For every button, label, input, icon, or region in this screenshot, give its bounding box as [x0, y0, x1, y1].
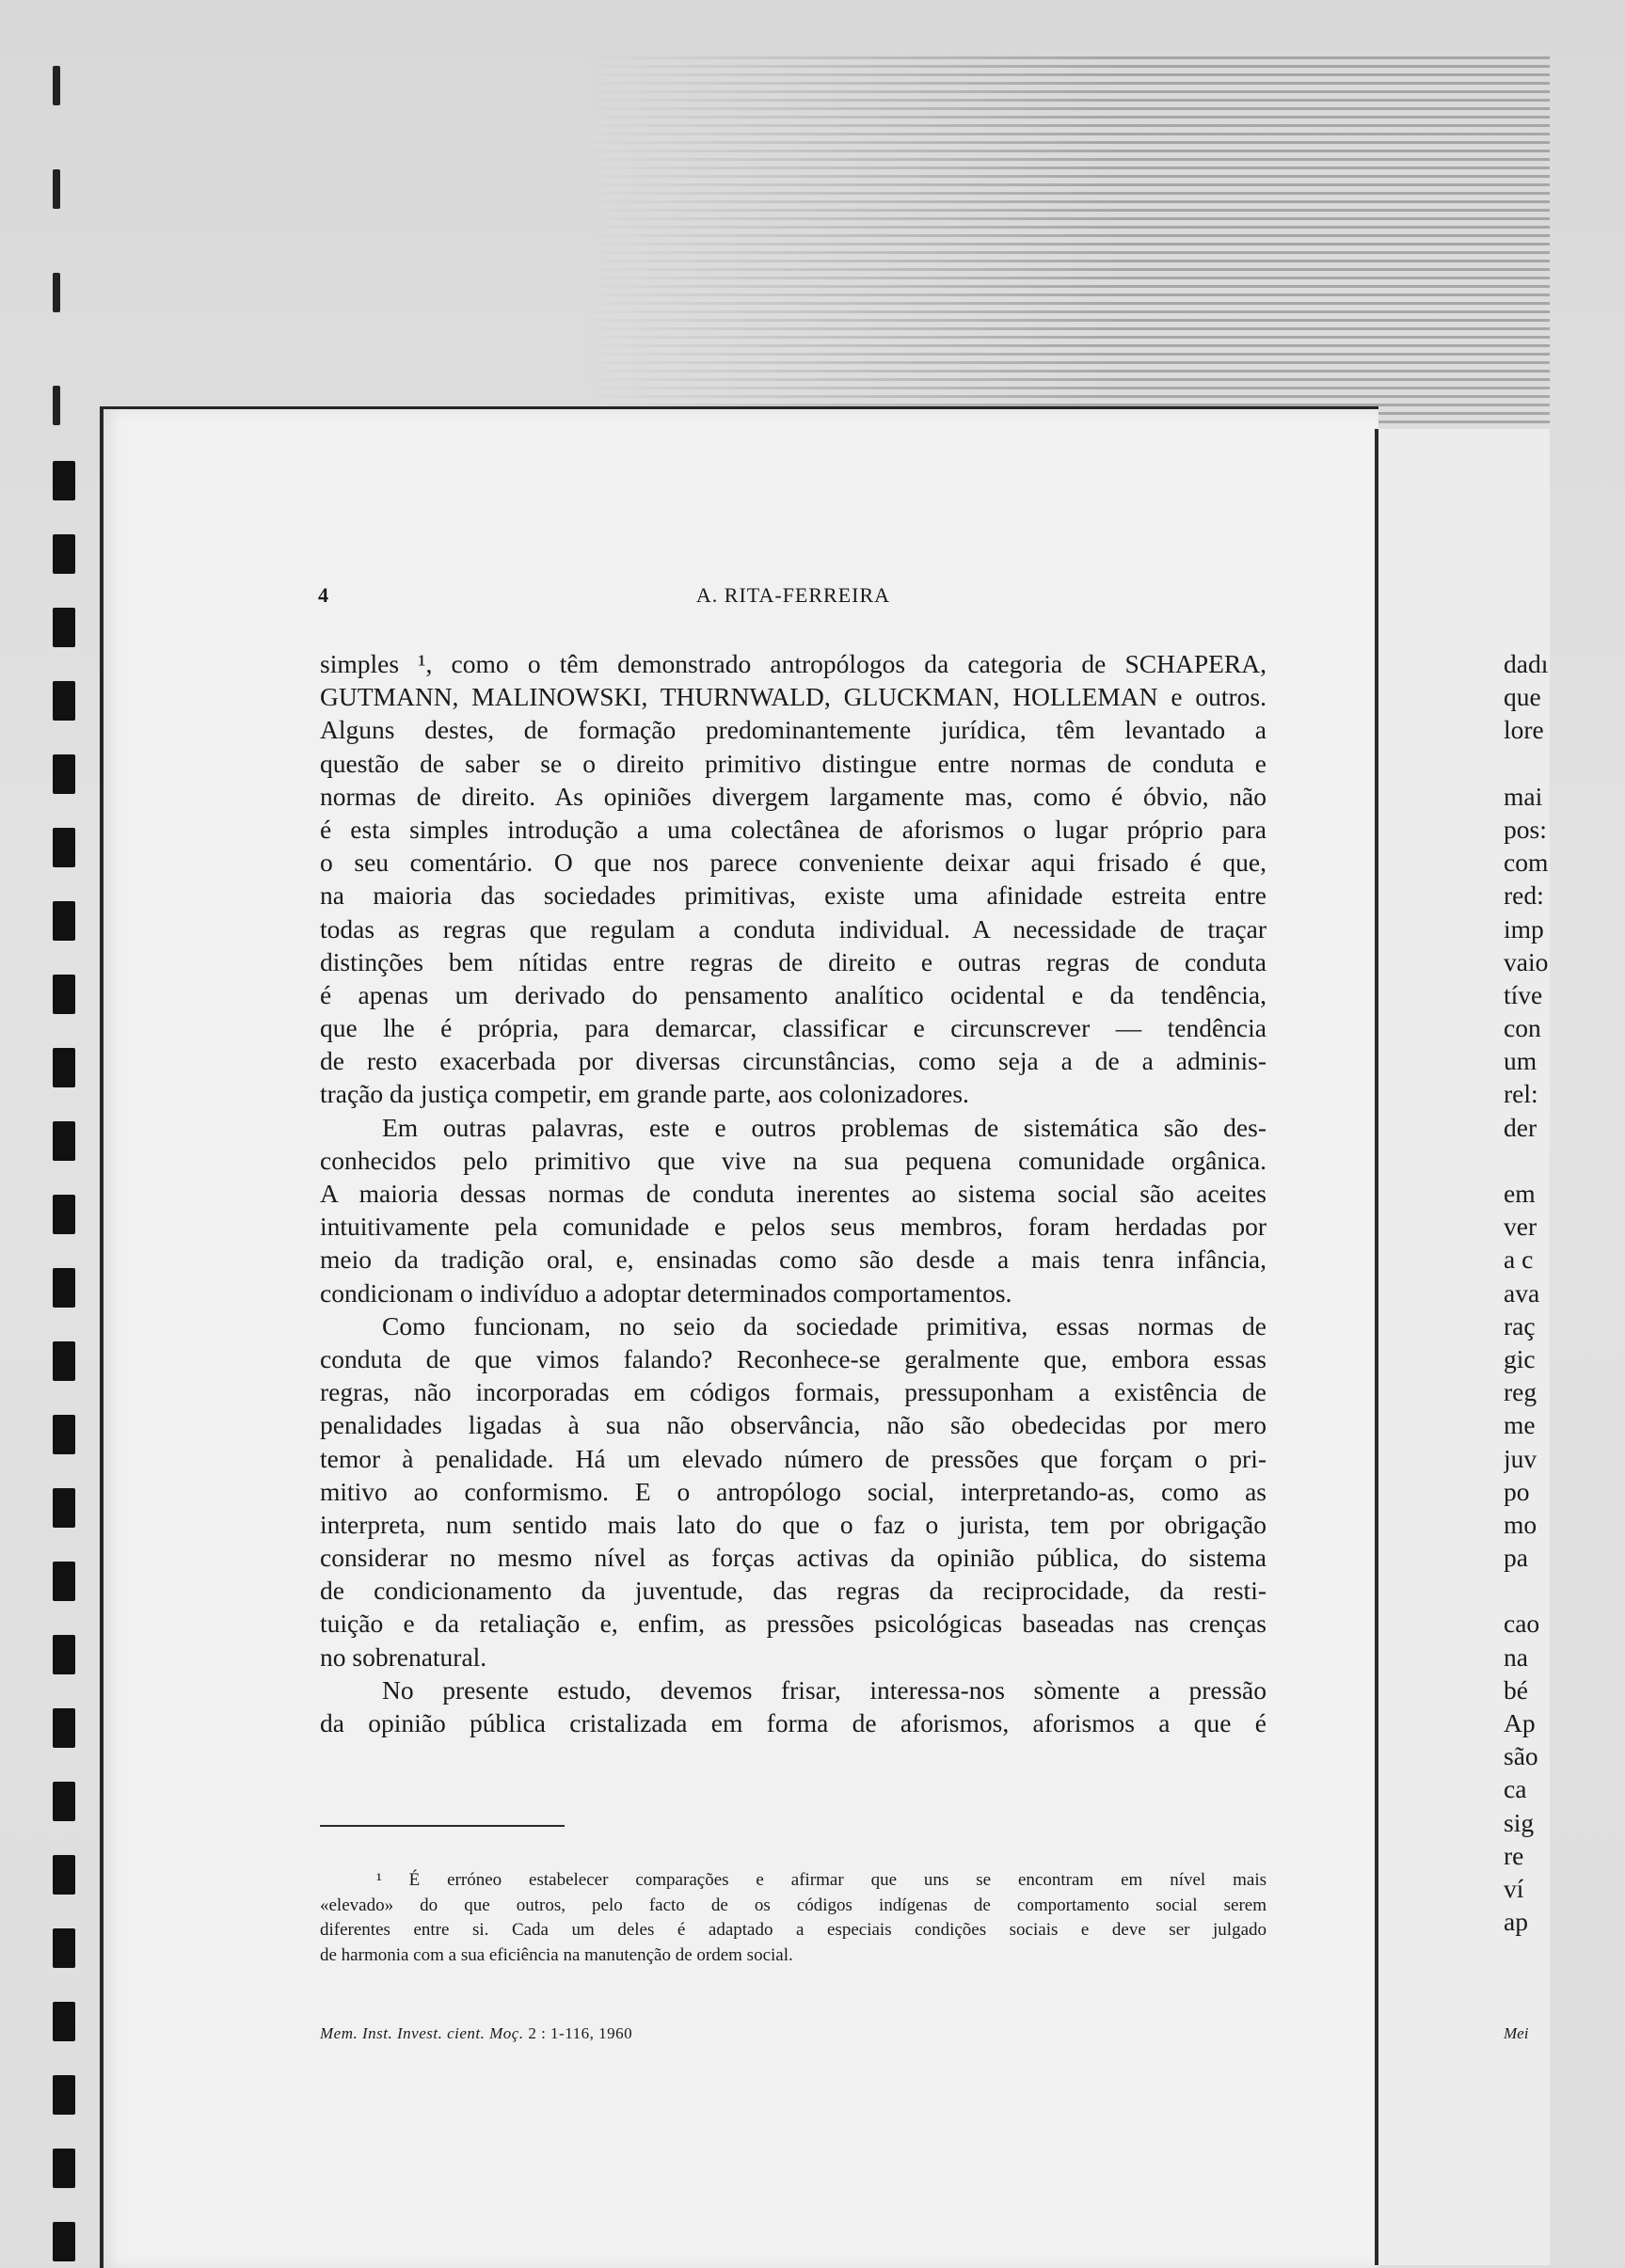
binding-ring [53, 1341, 75, 1381]
body-line: meio da tradição oral, e, ensinadas como são desde a mais tenra infância, [320, 1245, 1267, 1275]
body-line: penalidades ligadas à sua não observância, não são obedecidas por mero [320, 1410, 1267, 1440]
journal-reference [320, 2024, 632, 2043]
next-page-fragment: raç [1504, 1310, 1536, 1340]
body-line: no sobrenatural. [320, 1642, 487, 1672]
body-line: é apenas um derivado do pensamento analítico ocidental e da tendência, [320, 979, 1267, 1009]
body-line: temor à penalidade. Há um elevado número de pressões que forçam o pri- [320, 1443, 1267, 1473]
binding-ring [53, 386, 60, 425]
next-page-fragment: que [1504, 682, 1541, 712]
next-page-fragment: der [1504, 1112, 1537, 1142]
binding-ring [53, 901, 75, 941]
binding-ring [53, 169, 60, 209]
binding-ring [53, 1268, 75, 1308]
body-line: distinções bem nítidas entre regras de direito e outras regras de conduta [320, 946, 1267, 976]
binding-ring [53, 1782, 75, 1821]
next-page-fragment: imp [1504, 913, 1544, 944]
binding-ring [53, 1121, 75, 1161]
body-line: A maioria dessas normas de conduta inerentes ao sistema social são aceites [320, 1179, 1267, 1208]
next-page-fragment: juv [1504, 1443, 1537, 1473]
next-page-fragment: po [1504, 1476, 1530, 1506]
binding-ring [53, 1195, 75, 1234]
binding-ring [53, 681, 75, 721]
binding-ring [53, 534, 75, 574]
next-page-fragment: a c [1504, 1245, 1534, 1275]
footnote-divider [320, 1825, 565, 1827]
body-line: interpreta, num sentido mais lato do que o faz o jurista, tem por obrigação [320, 1509, 1267, 1539]
body-line: Como funcionam, no seio da sociedade primitiva, essas normas de [382, 1310, 1267, 1340]
body-line: considerar no mesmo nível as forças activas da opinião pública, do sistema [320, 1543, 1267, 1573]
binding-ring [53, 1048, 75, 1087]
page-number: 4 [318, 583, 329, 607]
running-title: A. RITA-FERREIRA [695, 583, 891, 607]
body-line: tração da justiça competir, em grande parte, aos colonizadores. [320, 1079, 969, 1109]
body-line: da opinião pública cristalizada em forma de aforismos, aforismos a que é [320, 1708, 1267, 1737]
next-page-fragment: vaio [1504, 946, 1549, 976]
next-page-fragment: ap [1504, 1907, 1528, 1937]
next-page-fragment [1504, 747, 1551, 780]
binding-ring [53, 66, 60, 105]
next-page-fragment: ava [1504, 1277, 1540, 1308]
next-page-fragment: re [1504, 1840, 1524, 1870]
page-header [318, 583, 1268, 611]
body-line: simples ¹, como o têm demonstrado antropólogos da categoria de SCHAPERA, [320, 649, 1267, 678]
scan-noise-stripes [583, 56, 1550, 423]
body-line: todas as regras que regulam a conduta individual. A necessidade de traçar [320, 913, 1267, 944]
body-line: Alguns destes, de formação predominantemente jurídica, têm levantado a [320, 715, 1267, 745]
next-page-fragment: mai [1504, 781, 1543, 811]
binding-ring [53, 1928, 75, 1968]
binding-ring [53, 2149, 75, 2188]
body-line: de resto exacerbada por diversas circunstâncias, como seja a de a adminis- [320, 1046, 1267, 1076]
body-line: de condicionamento da juventude, das regras da reciprocidade, da resti- [320, 1576, 1267, 1606]
next-page-fragment: tíve [1504, 979, 1543, 1009]
next-page-fragment: um [1504, 1046, 1537, 1076]
next-page-fragment: reg [1504, 1377, 1537, 1407]
next-page-reference: Mei [1504, 2024, 1529, 2042]
next-page-fragment [1504, 1144, 1551, 1177]
body-line: na maioria das sociedades primitivas, existe uma afinidade estreita entre [320, 880, 1267, 911]
journal-reference-volume: 2 : 1-116, 1960 [528, 2024, 633, 2042]
binding-ring [53, 975, 75, 1014]
next-page-fragment: ca [1504, 1774, 1527, 1804]
next-page-fragment: gic [1504, 1343, 1536, 1373]
binding-ring [53, 1415, 75, 1454]
binding-ring [53, 2222, 75, 2261]
body-line: o seu comentário. O que nos parece conveniente deixar aqui frisado é que, [320, 848, 1267, 878]
spiral-binding [53, 56, 79, 2258]
next-page-fragment: ví [1504, 1873, 1524, 1903]
footnote-line: diferentes entre si. Cada um deles é adaptado a especiais condições sociais e deve ser julgado [320, 1920, 1267, 1940]
body-line: GUTMANN, MALINOWSKI, THURNWALD, GLUCKMAN, HOLLEMAN e outros. [320, 682, 1267, 712]
binding-ring [53, 1488, 75, 1528]
body-line: conhecidos pelo primitivo que vive na sua pequena comunidade orgânica. [320, 1145, 1267, 1175]
next-page-fragment: dadı [1504, 649, 1549, 678]
footnote-line: «elevado» do que outros, pelo facto de os códigos indígenas de comportamento social serem [320, 1895, 1267, 1915]
next-page-fragment: lore [1504, 715, 1544, 745]
next-page-fragment: me [1504, 1410, 1536, 1440]
binding-ring [53, 1855, 75, 1895]
next-page-fragment: bé [1504, 1674, 1528, 1705]
binding-ring [53, 2002, 75, 2041]
footnote [320, 1868, 1267, 1968]
next-page-fragment: red: [1504, 880, 1544, 911]
next-page-fragment: Ap [1504, 1708, 1536, 1737]
next-page-fragment: cao [1504, 1609, 1540, 1639]
body-text [320, 647, 1267, 1739]
binding-ring [53, 461, 75, 500]
body-line: conduta de que vimos falando? Reconhece-se geralmente que, embora essas [320, 1343, 1267, 1373]
body-line: No presente estudo, devemos frisar, interessa-nos sòmente a pressão [382, 1674, 1267, 1705]
next-page-fragment: em [1504, 1179, 1536, 1208]
footnote-line: de harmonia com a sua eficiência na manutenção de ordem social. [320, 1944, 793, 1965]
body-line: regras, não incorporadas em códigos formais, pressuponham a existência de [320, 1377, 1267, 1407]
body-line: é esta simples introdução a uma colectânea de aforismos o lugar próprio para [320, 814, 1267, 844]
next-page-fragment: con [1504, 1013, 1541, 1043]
next-page-fragment [1504, 1574, 1551, 1607]
next-page-fragment: mo [1504, 1509, 1537, 1539]
body-line: tuição e da retaliação e, enfim, as pressões psicológicas baseadas nas crenças [320, 1609, 1267, 1639]
body-line: condicionam o indivíduo a adoptar determinados comportamentos. [320, 1277, 1012, 1308]
next-page-fragment: pa [1504, 1543, 1528, 1573]
journal-reference-title: Mem. Inst. Invest. cient. Moç. [320, 2024, 524, 2042]
body-line: intuitivamente pela comunidade e pelos seus membros, foram herdadas por [320, 1212, 1267, 1242]
binding-ring [53, 828, 75, 867]
footnote-line: ¹ É erróneo estabelecer comparações e afirmar que uns se encontram em nível mais [376, 1870, 1267, 1890]
next-page-fragment: são [1504, 1741, 1538, 1771]
binding-ring [53, 273, 60, 312]
next-page-fragment: ver [1504, 1212, 1537, 1242]
body-line: que lhe é própria, para demarcar, classificar e circunscrever — tendência [320, 1013, 1267, 1043]
binding-ring [53, 608, 75, 647]
body-line: questão de saber se o direito primitivo distingue entre normas de conduta e [320, 748, 1267, 778]
body-line: Em outras palavras, este e outros problemas de sistemática são des- [382, 1112, 1267, 1142]
body-line: normas de direito. As opiniões divergem largamente mas, como é óbvio, não [320, 781, 1267, 811]
next-page-fragment: rel: [1504, 1079, 1538, 1109]
body-line: mitivo ao conformismo. E o antropólogo social, interpretando-as, como as [320, 1476, 1267, 1506]
next-page-fragment: com [1504, 848, 1549, 878]
next-page-fragment: sig [1504, 1807, 1535, 1837]
next-page-column [1504, 647, 1551, 1938]
binding-ring [53, 1562, 75, 1601]
binding-ring [53, 1635, 75, 1674]
next-page-fragment: pos: [1504, 814, 1547, 844]
binding-ring [53, 2075, 75, 2115]
binding-ring [53, 1708, 75, 1748]
next-page-fragment: na [1504, 1642, 1528, 1672]
binding-ring [53, 754, 75, 794]
